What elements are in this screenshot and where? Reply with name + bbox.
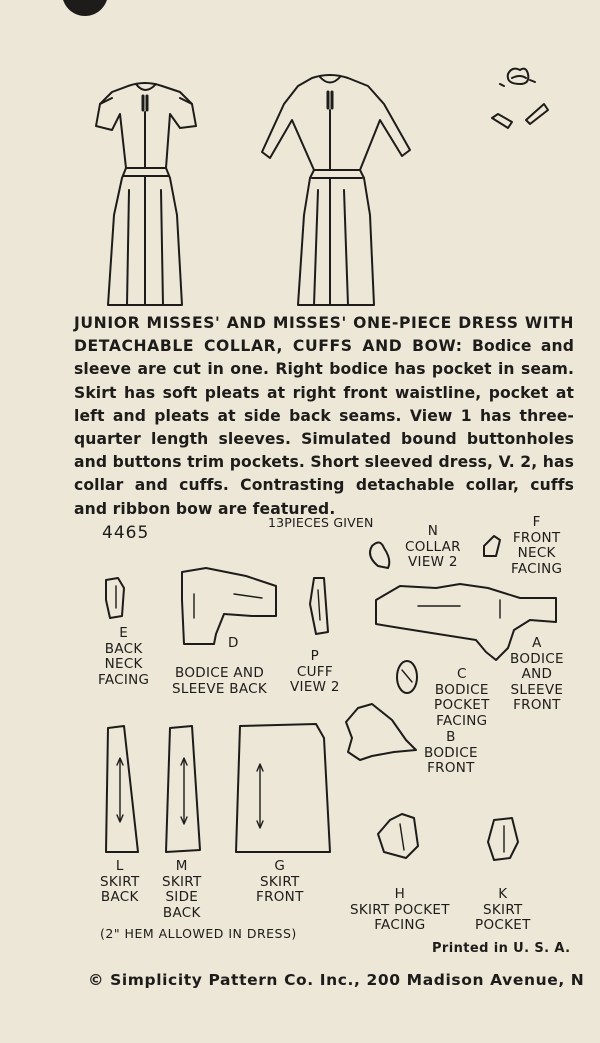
piece-d-letter: D bbox=[228, 635, 239, 651]
accessories-sketch bbox=[492, 69, 548, 128]
piece-b-label: B BODICE FRONT bbox=[424, 729, 478, 776]
piece-h-label: H SKIRT POCKET FACING bbox=[350, 886, 450, 933]
description-heading: JUNIOR MISSES' AND MISSES' ONE-PIECE DRESS WITH DETACHABLE COLLAR, CUFFS AND BOW: bbox=[74, 314, 574, 356]
piece-c-label: C BODICE POCKET FACING bbox=[434, 666, 490, 729]
piece-a-label: A BODICE AND SLEEVE FRONT bbox=[510, 635, 564, 713]
copyright-footer: © Simplicity Pattern Co. Inc., 200 Madison Avenue, N bbox=[88, 971, 585, 989]
piece-g-shape bbox=[236, 724, 330, 852]
piece-k-label: K SKIRT POCKET bbox=[475, 886, 531, 933]
piece-d-label: BODICE AND SLEEVE BACK bbox=[172, 665, 268, 697]
piece-e-label: E BACK NECK FACING bbox=[98, 625, 150, 688]
piece-n-label: N COLLAR VIEW 2 bbox=[405, 523, 461, 570]
piece-p-shape bbox=[310, 578, 328, 634]
piece-h-shape bbox=[378, 814, 418, 858]
hem-note: (2" HEM ALLOWED IN DRESS) bbox=[100, 926, 297, 941]
piece-g-label: G SKIRT FRONT bbox=[256, 858, 304, 905]
piece-c-shape bbox=[397, 661, 417, 693]
piece-b-shape bbox=[346, 704, 416, 760]
pieces-given-label: 13PIECES GIVEN bbox=[268, 515, 374, 530]
description-body: Bodice and sleeve are cut in one. Right bodice has pocket in seam. Skirt has soft pleats at right front waistline, pocket at left and pleats at side back seams. View 1 has three-quarter length sleeves. Simulated bound buttonholes and buttons trim pockets. Short sleeved dress, V. 2, has collar and cuffs. Contrasting detachable collar, cuffs and ribbon bow are featured. bbox=[74, 337, 575, 518]
piece-m-shape bbox=[166, 726, 200, 852]
pattern-description bbox=[74, 312, 574, 521]
piece-n-shape bbox=[370, 542, 389, 568]
dress-back-view-short-sleeve bbox=[96, 83, 196, 305]
piece-k-shape bbox=[488, 818, 518, 860]
dress-back-view-three-quarter-sleeve bbox=[262, 75, 410, 305]
piece-m-label: M SKIRT SIDE BACK bbox=[162, 858, 202, 921]
printed-in-usa: Printed in U. S. A. bbox=[432, 941, 571, 956]
piece-f-label: F FRONT NECK FACING bbox=[511, 514, 563, 577]
piece-p-label: P CUFF VIEW 2 bbox=[290, 648, 340, 695]
piece-d-shape bbox=[182, 568, 276, 644]
piece-l-shape bbox=[106, 726, 138, 852]
pattern-number: 4465 bbox=[102, 523, 150, 543]
piece-f-shape bbox=[484, 536, 500, 556]
piece-l-label: L SKIRT BACK bbox=[100, 858, 140, 905]
piece-e-shape bbox=[106, 578, 124, 618]
